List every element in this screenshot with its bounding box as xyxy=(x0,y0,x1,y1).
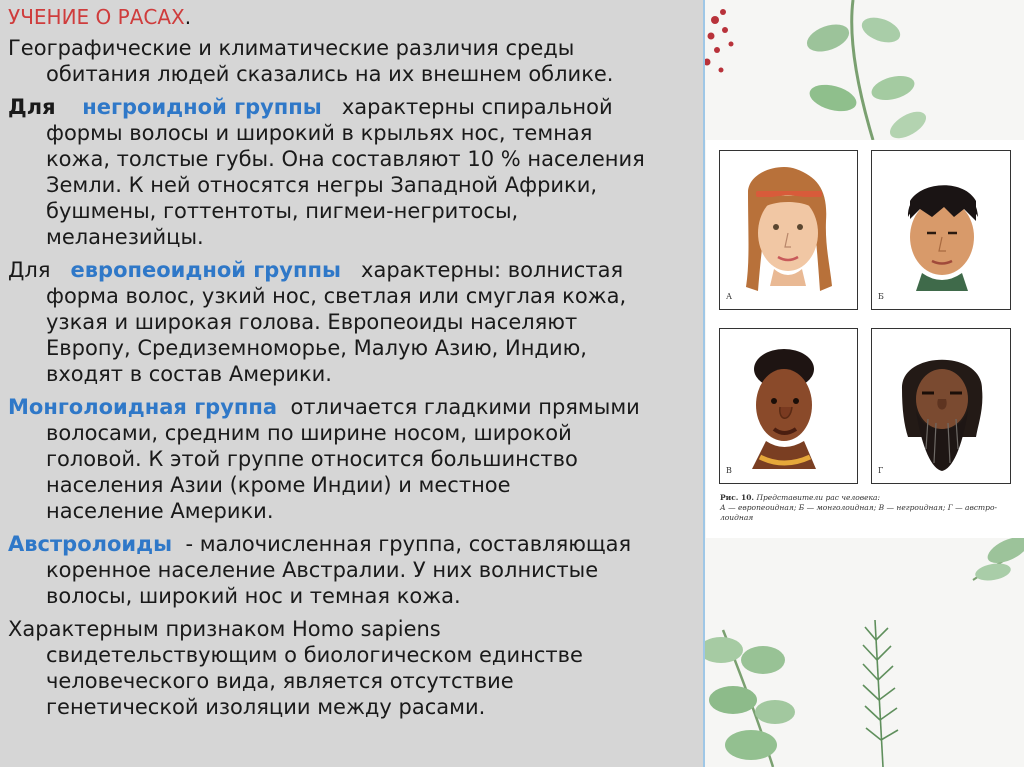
portrait-europeoid xyxy=(720,151,856,308)
portrait-negroid xyxy=(720,329,856,482)
label-b: Б xyxy=(878,292,884,301)
title-dot: . xyxy=(184,5,192,29)
sprig-icon xyxy=(863,620,898,767)
portrait-frame-g xyxy=(871,328,1011,484)
p2-lead: Для xyxy=(8,95,56,119)
p5-line3: волосы, широкий нос и темная кожа. xyxy=(46,584,461,608)
paragraph-europeoid xyxy=(8,257,693,387)
p3-line1 xyxy=(8,257,693,283)
p2-line5: бушмены, готтентоты, пигмеи-негритосы, xyxy=(46,199,519,223)
p2-line1 xyxy=(8,94,693,120)
caption-lead: Рис. 10. xyxy=(720,493,755,502)
red-berries-icon xyxy=(704,9,734,73)
race-portraits-figure xyxy=(706,140,1024,538)
p3-line2: форма волос, узкий нос, светлая или смуглая кожа, xyxy=(46,284,627,308)
p3-rest: характерны: волнистая xyxy=(361,258,624,282)
p3-highlight: европеоидной группы xyxy=(70,258,342,282)
portrait-australoid xyxy=(872,329,1009,482)
p4-line4: населения Азии (кроме Индии) и местное xyxy=(46,473,511,497)
portrait-frame-b xyxy=(871,150,1011,310)
p4-line2: волосами, средним по ширине носом, широкой xyxy=(46,421,572,445)
p2-line2: формы волосы и широкий в крыльях нос, темная xyxy=(46,121,593,145)
p3-lead: Для xyxy=(8,258,51,282)
p1-line2: обитания людей сказались на их внешнем облике. xyxy=(46,62,614,86)
panel-divider xyxy=(703,0,705,767)
p4-line5: население Америки. xyxy=(46,499,274,523)
paragraph-conclusion xyxy=(8,616,693,720)
paragraph-intro xyxy=(8,35,693,87)
eucalyptus-bottom-icon xyxy=(703,630,795,767)
eucalyptus-top-icon xyxy=(803,0,930,144)
p5-line2: коренное население Австралии. У них волнистые xyxy=(46,558,599,582)
paragraph-mongoloid xyxy=(8,394,693,524)
caption-line3: лоидная xyxy=(720,513,754,522)
paragraph-negroid xyxy=(8,94,693,250)
p4-highlight: Монголоидная группа xyxy=(8,395,278,419)
p4-line3: головой. К этой группе относится большинство xyxy=(46,447,578,471)
title-text: УЧЕНИЕ О РАСАХ xyxy=(8,5,185,29)
p5-highlight: Австролоиды xyxy=(8,532,173,556)
p2-rest: характерны спиральной xyxy=(341,95,613,119)
figure-caption xyxy=(720,493,1016,523)
p6-line3: человеческого вида, является отсутствие xyxy=(46,669,514,693)
caption-line1: Представители рас человека: xyxy=(756,493,881,502)
p2-highlight: негроидной группы xyxy=(82,95,322,119)
p6-line4: генетической изоляции между расами. xyxy=(46,695,486,719)
leaf-right-icon xyxy=(973,532,1024,583)
slide-title xyxy=(8,4,693,30)
p5-line1 xyxy=(8,531,693,557)
label-g: Г xyxy=(878,466,884,475)
p3-line3: узкая и широкая голова. Европеоиды населяют xyxy=(46,310,578,334)
label-v: В xyxy=(726,466,732,475)
p4-rest: отличается гладкими прямыми xyxy=(290,395,640,419)
p3-line4: Европу, Средиземноморье, Малую Азию, Индию, xyxy=(46,336,587,360)
portrait-frame-a xyxy=(719,150,858,310)
p2-line3: кожа, толстые губы. Она составляют 10 % населения xyxy=(46,147,645,171)
caption-line2: А — европеоидная; Б — монголоидная; В — негроидная; Г — австро- xyxy=(720,503,998,512)
p1-line1: Географические и климатические различия среды xyxy=(8,36,575,60)
p6-line2: свидетельствующим о биологическом единстве xyxy=(46,643,583,667)
p6-line1: Характерным признаком Homo sapiens xyxy=(8,617,441,641)
p3-line5: входят в состав Америки. xyxy=(46,362,332,386)
portrait-mongoloid xyxy=(872,151,1009,308)
label-a: А xyxy=(726,292,733,301)
p4-line1 xyxy=(8,394,693,420)
paragraph-australoid xyxy=(8,531,693,609)
p2-line4: Земли. К ней относятся негры Западной Африки, xyxy=(46,173,598,197)
portrait-frame-v xyxy=(719,328,858,484)
p5-rest: - малочисленная группа, составляющая xyxy=(185,532,632,556)
p2-line6: меланезийцы. xyxy=(46,225,204,249)
